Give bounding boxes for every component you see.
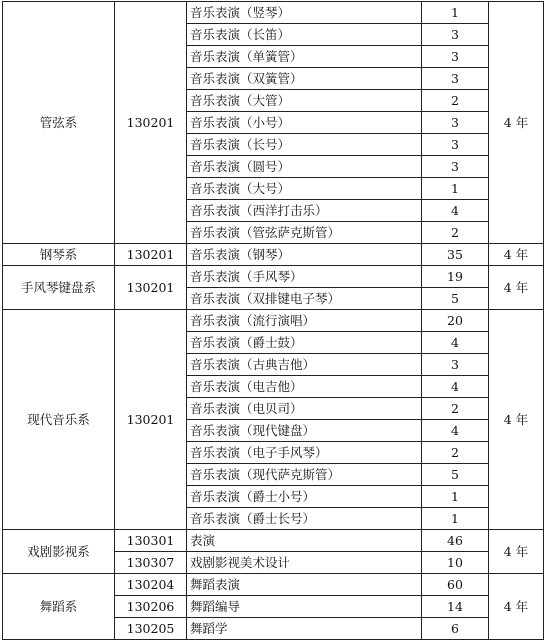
major-name-cell: 音乐表演（电吉他）	[187, 376, 422, 398]
major-code-cell: 130307	[115, 552, 187, 574]
enrollment-count-cell: 2	[422, 442, 489, 464]
enrollment-count-cell: 35	[422, 244, 489, 266]
major-name-cell: 音乐表演（手风琴）	[187, 266, 422, 288]
enrollment-count-cell: 1	[422, 486, 489, 508]
duration-cell: 4 年	[489, 310, 544, 530]
major-name-cell: 音乐表演（爵士小号）	[187, 486, 422, 508]
major-name-cell: 音乐表演（爵士长号）	[187, 508, 422, 530]
enrollment-count-cell: 1	[422, 508, 489, 530]
major-name-cell: 音乐表演（双簧管）	[187, 68, 422, 90]
major-code-cell: 130201	[115, 2, 187, 244]
enrollment-count-cell: 19	[422, 266, 489, 288]
major-name-cell: 音乐表演（单簧管）	[187, 46, 422, 68]
major-name-cell: 舞蹈学	[187, 618, 422, 640]
major-name-cell: 音乐表演（圆号）	[187, 156, 422, 178]
major-code-cell: 130204	[115, 574, 187, 596]
department-cell: 钢琴系	[3, 244, 115, 266]
enrollment-count-cell: 14	[422, 596, 489, 618]
major-name-cell: 音乐表演（长笛）	[187, 24, 422, 46]
major-name-cell: 音乐表演（长号）	[187, 134, 422, 156]
major-code-cell: 130205	[115, 618, 187, 640]
major-name-cell: 舞蹈表演	[187, 574, 422, 596]
enrollment-count-cell: 2	[422, 222, 489, 244]
major-name-cell: 音乐表演（西洋打击乐）	[187, 200, 422, 222]
major-name-cell: 音乐表演（流行演唱）	[187, 310, 422, 332]
enrollment-table	[2, 1, 544, 640]
enrollment-count-cell: 3	[422, 134, 489, 156]
table-row	[3, 2, 544, 24]
table-row	[3, 310, 544, 332]
major-name-cell: 音乐表演（电贝司）	[187, 398, 422, 420]
major-name-cell: 音乐表演（双排键电子琴）	[187, 288, 422, 310]
duration-cell: 4 年	[489, 574, 544, 640]
enrollment-count-cell: 3	[422, 46, 489, 68]
major-code-cell: 130201	[115, 244, 187, 266]
enrollment-count-cell: 3	[422, 156, 489, 178]
enrollment-count-cell: 5	[422, 288, 489, 310]
major-name-cell: 音乐表演（大管）	[187, 90, 422, 112]
enrollment-count-cell: 3	[422, 112, 489, 134]
major-name-cell: 戏剧影视美术设计	[187, 552, 422, 574]
department-cell: 舞蹈系	[3, 574, 115, 640]
enrollment-count-cell: 3	[422, 354, 489, 376]
enrollment-count-cell: 4	[422, 420, 489, 442]
enrollment-count-cell: 3	[422, 24, 489, 46]
major-name-cell: 音乐表演（现代萨克斯管）	[187, 464, 422, 486]
major-code-cell: 130201	[115, 266, 187, 310]
major-code-cell: 130301	[115, 530, 187, 552]
major-code-cell: 130201	[115, 310, 187, 530]
table-row	[3, 244, 544, 266]
duration-cell: 4 年	[489, 2, 544, 244]
department-cell: 管弦系	[3, 2, 115, 244]
duration-cell: 4 年	[489, 266, 544, 310]
major-name-cell: 音乐表演（小号）	[187, 112, 422, 134]
department-cell: 手风琴键盘系	[3, 266, 115, 310]
duration-cell: 4 年	[489, 244, 544, 266]
enrollment-count-cell: 6	[422, 618, 489, 640]
major-name-cell: 音乐表演（现代键盘）	[187, 420, 422, 442]
enrollment-table-body	[3, 2, 544, 640]
major-name-cell: 表演	[187, 530, 422, 552]
enrollment-count-cell: 4	[422, 376, 489, 398]
enrollment-count-cell: 5	[422, 464, 489, 486]
major-name-cell: 音乐表演（爵士鼓）	[187, 332, 422, 354]
enrollment-count-cell: 2	[422, 90, 489, 112]
major-name-cell: 音乐表演（管弦萨克斯管）	[187, 222, 422, 244]
enrollment-count-cell: 1	[422, 2, 489, 24]
department-cell: 现代音乐系	[3, 310, 115, 530]
table-row	[3, 530, 544, 552]
department-cell: 戏剧影视系	[3, 530, 115, 574]
enrollment-count-cell: 4	[422, 200, 489, 222]
enrollment-count-cell: 10	[422, 552, 489, 574]
enrollment-count-cell: 46	[422, 530, 489, 552]
major-name-cell: 音乐表演（电子手风琴）	[187, 442, 422, 464]
table-row	[3, 266, 544, 288]
major-name-cell: 音乐表演（古典吉他）	[187, 354, 422, 376]
enrollment-count-cell: 20	[422, 310, 489, 332]
duration-cell: 4 年	[489, 530, 544, 574]
major-code-cell: 130206	[115, 596, 187, 618]
major-name-cell: 音乐表演（钢琴）	[187, 244, 422, 266]
table-row	[3, 574, 544, 596]
enrollment-count-cell: 1	[422, 178, 489, 200]
enrollment-count-cell: 2	[422, 398, 489, 420]
enrollment-count-cell: 60	[422, 574, 489, 596]
enrollment-count-cell: 4	[422, 332, 489, 354]
major-name-cell: 舞蹈编导	[187, 596, 422, 618]
enrollment-count-cell: 3	[422, 68, 489, 90]
major-name-cell: 音乐表演（大号）	[187, 178, 422, 200]
major-name-cell: 音乐表演（竖琴）	[187, 2, 422, 24]
